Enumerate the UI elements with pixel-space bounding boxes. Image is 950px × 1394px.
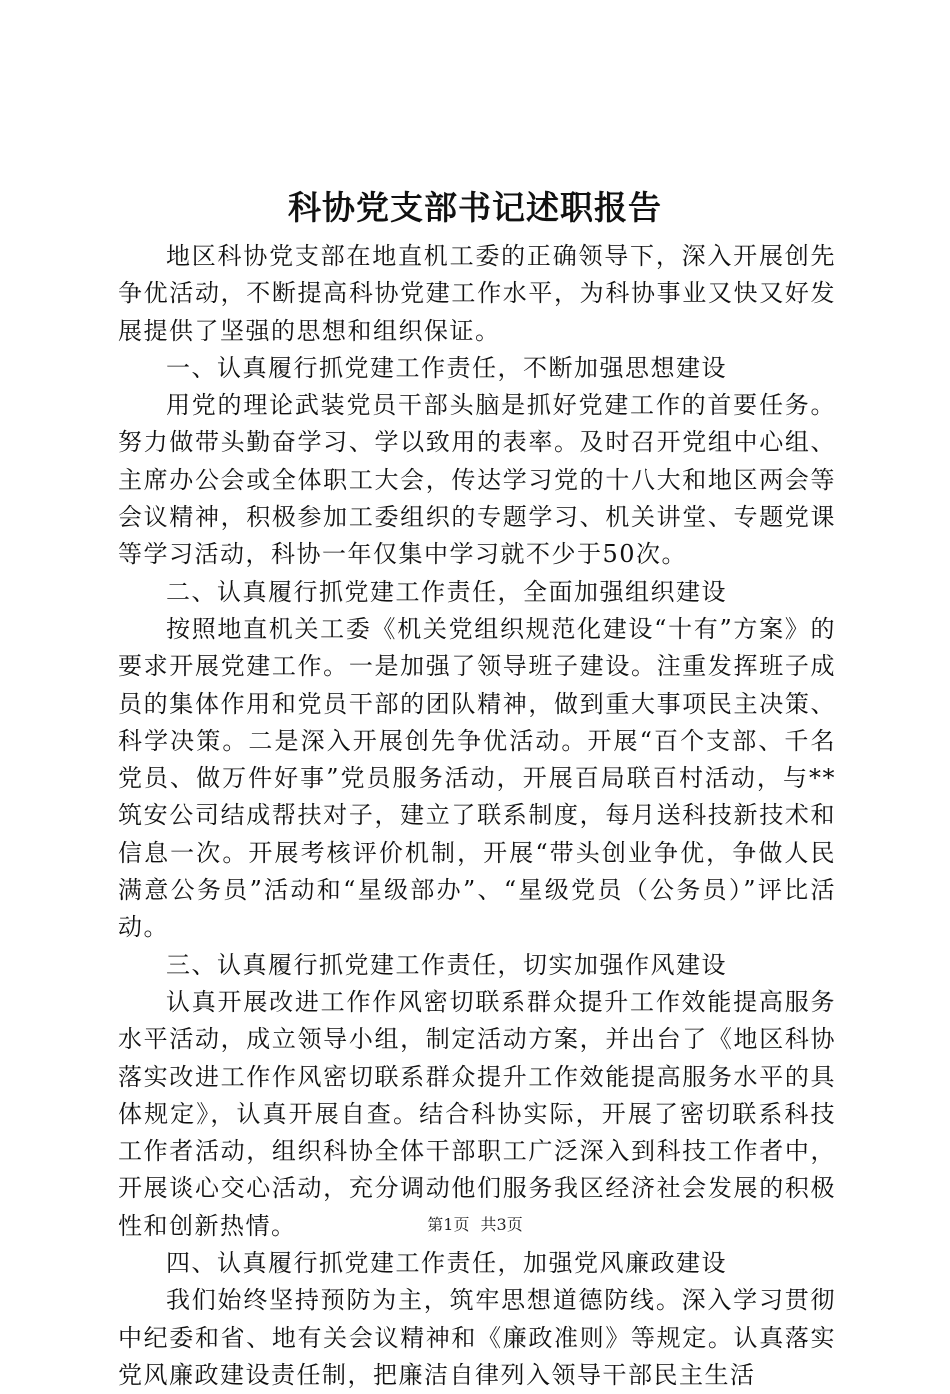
page-total: 共3页 [480,1215,523,1234]
section-heading-1: 一、认真履行抓党建工作责任，不断加强思想建设 [166,353,727,382]
paragraph-section-3: 认真开展改进工作作风密切联系群众提升工作效能提高服务水平活动，成立领导小组，制定活动方案，并出台了《地区科协落实改进工作作风密切联系群众提升工作效能提高服务水平的具体规定》，认真开展自查。结合科协实际，开展了密切联系科技工作者活动，组织科协全体干部职工广泛深入到科技工作者中，开展谈心交心活动，充分调动他们服务我区经济社会发展的积极性和创新热情。 [118,987,836,1240]
paragraph-section-2: 按照地直机关工委《机关党组织规范化建设“十有”方案》的要求开展党建工作。一是加强了领导班子建设。注重发挥班子成员的集体作用和党员干部的团队精神，做到重大事项民主决策、科学决策。二是深入开展创先争优活动。开展“百个支部、千名党员、做万件好事”党员服务活动，开展百局联百村活动，与**筑安公司结成帮扶对子，建立了联系制度，每月送科技新技术和信息一次。开展考核评价机制，开展“带头创业争优，争做人民满意公务员”活动和“星级部办”、“星级党员（公务员）”评比活动。 [118,614,836,942]
paragraph-section-4: 我们始终坚持预防为主，筑牢思想道德防线。深入学习贯彻中纪委和省、地有关会议精神和《廉政准则》等规定。认真落实党风廉政建设责任制，把廉洁自律列入领导干部民主生活 [118,1286,836,1389]
paragraph-section-1: 用党的理论武装党员干部头脑是抓好党建工作的首要任务。努力做带头勤奋学习、学以致用的表率。及时召开党组中心组、主席办公会或全体职工大会，传达学习党的十八大和地区两会等会议精神，积极参加工委组织的专题学习、机关讲堂、专题党课等学习活动，科协一年仅集中学习就不少于50次。 [118,391,836,569]
paragraph-intro: 地区科协党支部在地直机工委的正确领导下，深入开展创先争优活动，不断提高科协党建工作水平，为科协事业又快又好发展提供了坚强的思想和组织保证。 [118,242,836,345]
section-heading-2: 二、认真履行抓党建工作责任，全面加强组织建设 [166,577,727,606]
document-title: 科协党支部书记述职报告 [288,188,662,227]
section-heading-3: 三、认真履行抓党建工作责任，切实加强作风建设 [166,950,727,979]
page-number: 第1页 [427,1215,470,1234]
page-footer [0,1214,950,1236]
section-heading-4: 四、认真履行抓党建工作责任，加强党风廉政建设 [166,1249,727,1278]
